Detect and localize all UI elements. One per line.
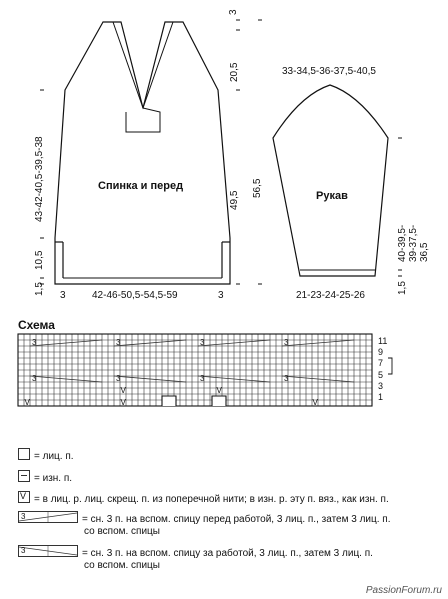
dim-body-width: 42-46-50,5-54,5-59 <box>92 290 178 301</box>
cable-back-icon: 3 <box>18 545 78 557</box>
dim-sleeve-top-width: 33-34,5-36-37,5-40,5 <box>282 66 376 77</box>
cable-label: 3 <box>200 374 205 383</box>
scheme-title: Схема <box>18 318 55 332</box>
dim-side-height: 43-42-40,5-39,5-38 <box>34 136 45 222</box>
dim-sleeve-hem: 1,5 <box>397 281 408 295</box>
cable-label: 3 <box>116 338 121 347</box>
sleeve-label: Рукав <box>316 190 348 202</box>
row-number: 7 <box>378 358 384 369</box>
cable-label: 3 <box>32 374 37 383</box>
legend-knit: = лиц. п. <box>18 448 74 463</box>
legend-twisted: V = в лиц. р. лиц. скрещ. п. из поперечной нити; в изн. р. эту п. вяз., как изн. п. <box>20 491 389 505</box>
inc-mark: V <box>312 398 318 408</box>
dim-sleeve-length: 40-39,5-39-37,5-36,5 <box>397 224 430 262</box>
cable-label: 3 <box>200 338 205 347</box>
dim-total-height: 56,5 <box>252 178 263 198</box>
row-number: 3 <box>378 380 384 391</box>
knit-symbol-icon <box>18 448 30 460</box>
row-number: 9 <box>378 347 384 358</box>
dim-hem-side-right: 3 <box>218 290 224 301</box>
dim-lower-height: 49,5 <box>229 190 240 210</box>
cable-label: 3 <box>284 338 289 347</box>
dim-sleeve-bottom-width: 21-23-24-25-26 <box>296 290 365 301</box>
inc-mark: V <box>24 398 30 408</box>
cable-label: 3 <box>32 338 37 347</box>
row-number: 11 <box>378 336 388 346</box>
legend-cable-back-cont: со вспом. спицы <box>84 560 160 571</box>
cable-label: 3 <box>284 374 289 383</box>
row-number: 5 <box>378 369 384 380</box>
inc-mark: V <box>216 386 222 396</box>
cable-front-icon: 3 <box>18 511 78 523</box>
v-symbol-icon: V <box>18 491 30 503</box>
dim-slit-height: 10,5 <box>34 250 45 270</box>
inc-mark: V <box>120 398 126 408</box>
legend-cable-front: 3 = сн. 3 п. на вспом. спицу перед работой, 3 лиц. п., затем 3 лиц. п. <box>18 511 391 526</box>
legend-cable-front-cont: со вспом. спицы <box>84 526 160 537</box>
watermark: PassionForum.ru <box>365 585 442 596</box>
dim-top-edge: 3 <box>228 9 239 15</box>
purl-symbol-icon <box>18 470 30 482</box>
dim-yoke-height: 20,5 <box>229 62 240 82</box>
body-label: Спинка и перед <box>98 180 184 192</box>
row-number: 1 <box>378 392 384 403</box>
legend-cable-back: 3 = сн. 3 п. на вспом. спицу за работой, 3 лиц. п., затем 3 лиц. п. <box>18 545 373 560</box>
cable-label: 3 <box>116 374 121 383</box>
dim-hem-side-left: 3 <box>60 290 66 301</box>
dim-hem-height: 1,5 <box>34 282 45 296</box>
inc-mark: V <box>120 386 126 396</box>
legend-purl: = изн. п. <box>18 470 72 485</box>
